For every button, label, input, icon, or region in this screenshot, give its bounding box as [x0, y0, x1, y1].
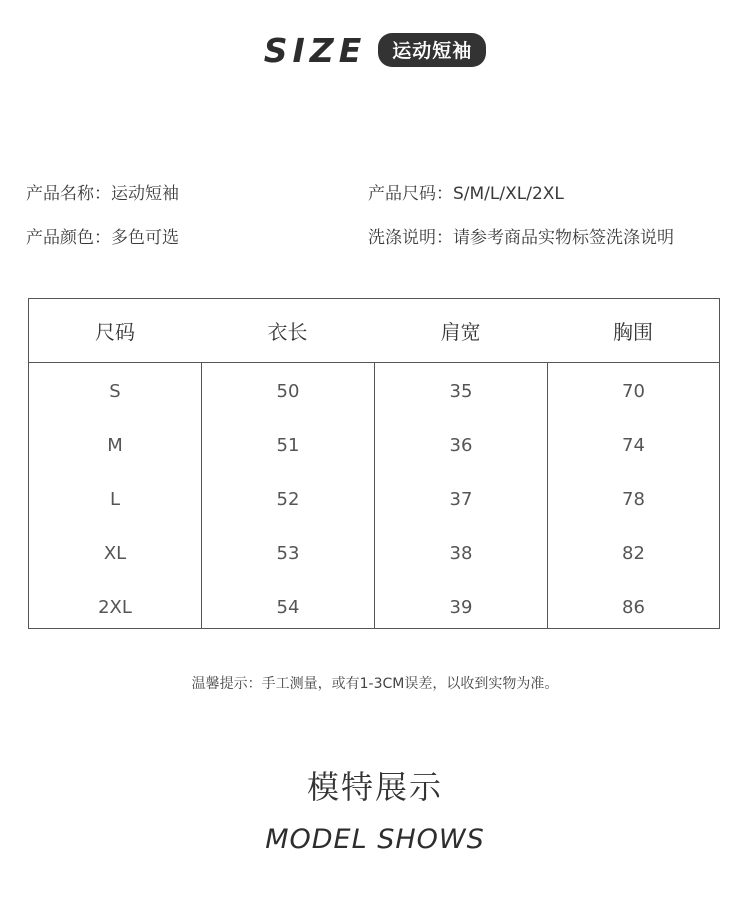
table-header-length: 衣长 — [267, 320, 308, 344]
table-cell: 36 — [449, 434, 473, 456]
table-cell: M — [107, 434, 123, 456]
product-color-label: 产品颜色： — [26, 228, 111, 248]
model-section-subtitle: MODEL SHOWS — [265, 824, 485, 855]
table-cell: 37 — [449, 488, 473, 510]
table-cell: 70 — [622, 380, 645, 402]
table-body — [29, 363, 719, 628]
product-size-info — [368, 179, 564, 204]
length-column — [201, 363, 374, 628]
page-header — [0, 26, 750, 74]
product-wash-info — [368, 223, 674, 248]
product-name-value: 运动短袖 — [111, 184, 179, 204]
table-cell: 54 — [276, 596, 300, 618]
model-section-title: 模特展示 — [306, 768, 443, 806]
table-cell: 2XL — [98, 596, 132, 618]
product-color-value: 多色可选 — [111, 228, 179, 248]
chest-column — [547, 363, 719, 628]
product-name-label: 产品名称： — [26, 184, 111, 204]
table-cell: 51 — [276, 434, 300, 456]
size-table — [28, 298, 720, 629]
table-cell: 78 — [622, 488, 645, 510]
category-badge: 运动短袖 — [378, 33, 486, 67]
product-size-value: S/M/L/XL/2XL — [453, 184, 564, 204]
table-header-chest: 胸围 — [613, 320, 653, 344]
table-cell: 50 — [276, 380, 300, 402]
table-cell: S — [109, 380, 121, 402]
table-cell: 52 — [276, 488, 300, 510]
table-header-size: 尺码 — [95, 320, 135, 344]
table-cell: 38 — [449, 542, 473, 564]
table-header-row — [29, 299, 719, 363]
table-cell: 39 — [449, 596, 473, 618]
table-cell: 82 — [622, 542, 645, 564]
table-cell: 35 — [449, 380, 473, 402]
product-wash-label: 洗涤说明： — [368, 228, 453, 248]
size-title: SIZE — [263, 30, 367, 70]
product-color-info — [26, 223, 179, 248]
size-column — [29, 363, 201, 628]
product-name-info — [26, 179, 179, 204]
measurement-note: 温馨提示：手工测量，或有1-3CM误差，以收到实物为准。 — [191, 676, 559, 692]
table-cell: 53 — [276, 542, 300, 564]
table-cell: 74 — [622, 434, 645, 456]
table-cell: 86 — [622, 596, 645, 618]
table-cell: XL — [103, 542, 127, 564]
table-cell: L — [109, 488, 121, 510]
product-size-label: 产品尺码： — [368, 184, 453, 204]
product-wash-value: 请参考商品实物标签洗涤说明 — [453, 228, 674, 248]
shoulder-column — [374, 363, 547, 628]
table-header-shoulder: 肩宽 — [440, 320, 481, 344]
